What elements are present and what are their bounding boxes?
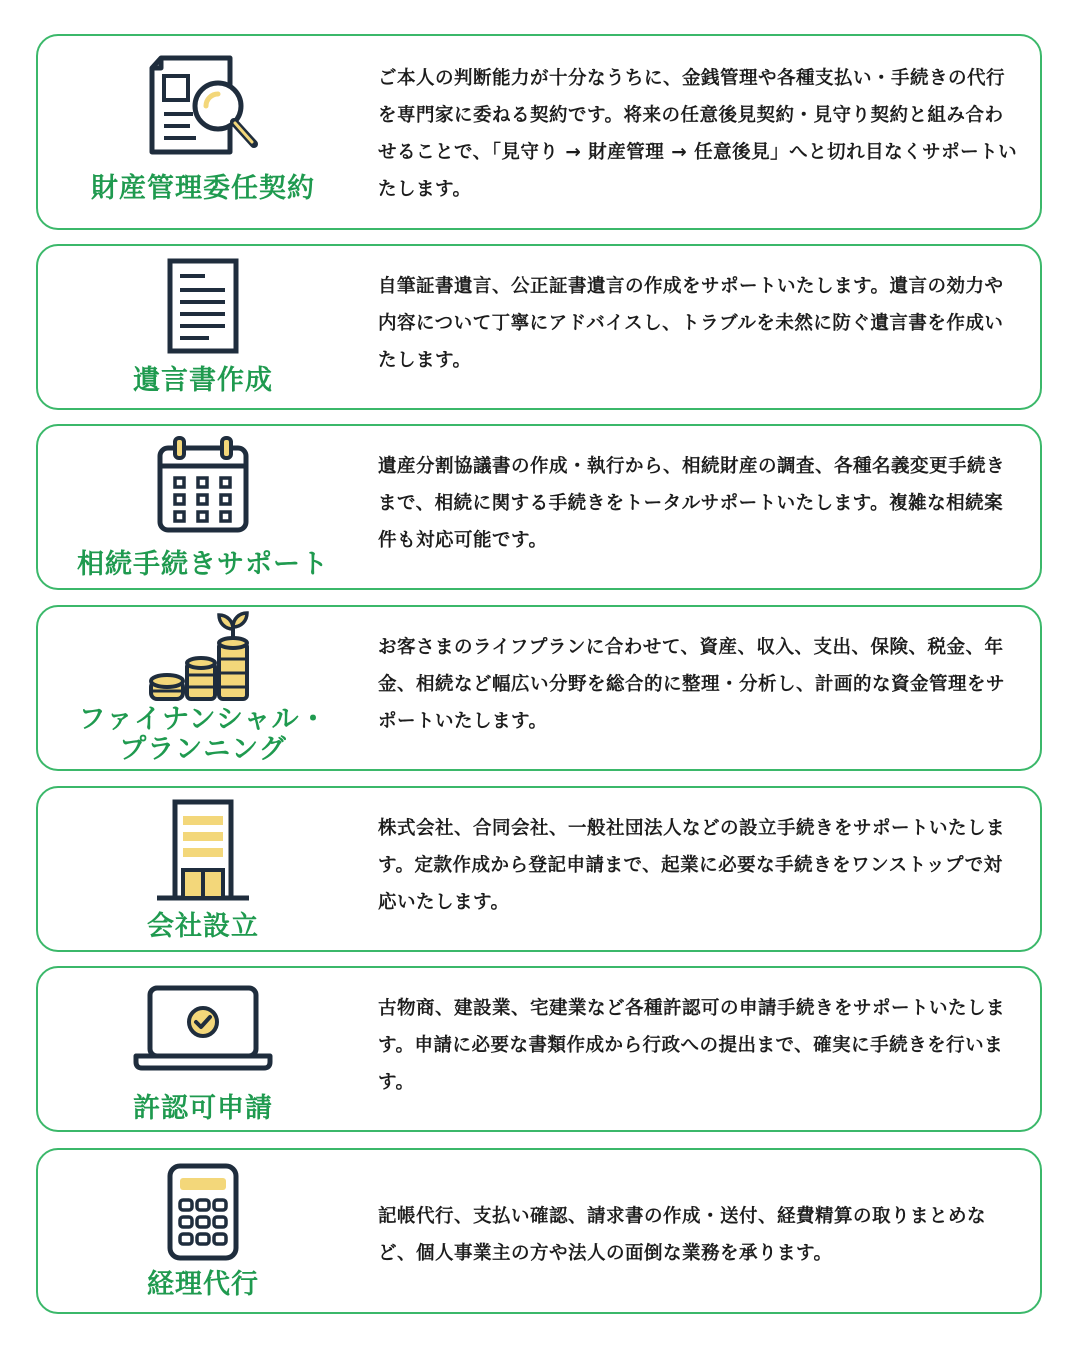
document-search-icon <box>138 54 268 164</box>
icon-wrapper <box>38 1162 368 1262</box>
icon-wrapper <box>38 798 368 904</box>
icon-wrapper <box>38 436 368 534</box>
building-icon <box>155 798 251 904</box>
calculator-icon <box>165 1162 241 1262</box>
document-icon <box>163 258 243 354</box>
service-description: 株式会社、合同会社、一般社団法人などの設立手続きをサポートいたします。定款作成から登記申請まで、起業に必要な手続きをワンストップで対応いたします。 <box>378 818 1006 913</box>
service-card-property-management <box>36 34 1042 230</box>
service-description: 記帳代行、支払い確認、請求書の作成・送付、経費精算の取りまとめなど、個人事業主の方や法人の面倒な業務を承ります。 <box>378 1206 987 1264</box>
service-card-financial-planning <box>36 605 1042 771</box>
service-title: 会社設立 <box>147 911 259 942</box>
service-card-will-creation <box>36 244 1042 410</box>
service-card-inheritance-support <box>36 424 1042 590</box>
service-description: ご本人の判断能力が十分なうちに、金銭管理や各種支払い・手続きの代行を専門家に委ねる契約です。将来の任意後見契約・見守り契約と組み合わせることで、「見守り → 財産管理 → 任意後見」へと切れ目なくサポートいたします。 <box>378 68 1018 200</box>
service-card-accounting <box>36 1148 1042 1314</box>
icon-wrapper <box>38 258 368 354</box>
service-description: 古物商、建設業、宅建業など各種許認可の申請手続きをサポートいたします。申請に必要な書類作成から行政への提出まで、確実に手続きを行います。 <box>378 998 1006 1093</box>
service-title: 財産管理委任契約 <box>91 173 315 204</box>
service-card-license-application <box>36 966 1042 1132</box>
icon-wrapper <box>38 54 368 164</box>
icon-wrapper <box>38 611 368 703</box>
calendar-icon <box>155 436 251 534</box>
service-title-line2: プランニング <box>119 734 287 765</box>
service-title: 相続手続きサポート <box>77 549 329 580</box>
service-title: 経理代行 <box>147 1269 259 1300</box>
service-description: お客さまのライフプランに合わせて、資産、収入、支出、保険、税金、年金、相続など幅広い分野を総合的に整理・分析し、計画的な資金管理をサポートいたします。 <box>378 637 1006 732</box>
service-title: 遺言書作成 <box>133 365 273 396</box>
coins-sprout-icon <box>145 611 261 703</box>
laptop-check-icon <box>133 984 273 1074</box>
service-title: 許認可申請 <box>133 1093 273 1124</box>
service-description: 遺産分割協議書の作成・執行から、相続財産の調査、各種名義変更手続きまで、相続に関する手続きをトータルサポートいたします。複雑な相続案件も対応可能です。 <box>378 456 1006 551</box>
icon-wrapper <box>38 984 368 1074</box>
service-description: 自筆証書遺言、公正証書遺言の作成をサポートいたします。遺言の効力や内容について丁寧にアドバイスし、トラブルを未然に防ぐ遺言書を作成いたします。 <box>378 276 1004 371</box>
service-card-company-formation <box>36 786 1042 952</box>
service-title-line1: ファイナンシャル・ <box>78 704 328 735</box>
service-title <box>38 705 368 765</box>
